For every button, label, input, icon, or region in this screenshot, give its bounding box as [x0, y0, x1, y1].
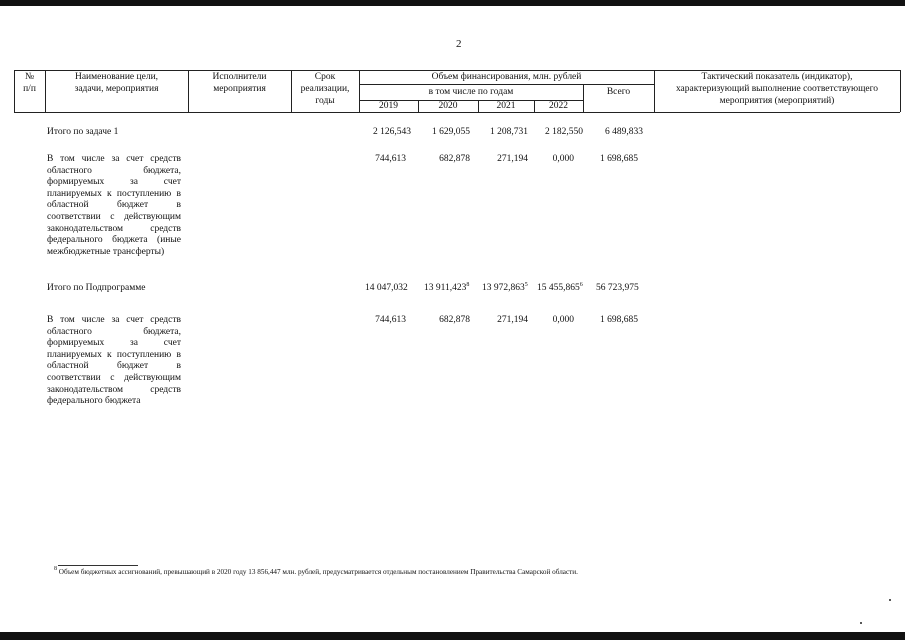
header-num-2: п/п: [23, 84, 36, 94]
header-indicator-1: Тактический показатель (индикатор),: [701, 72, 853, 82]
page-number: 2: [456, 38, 462, 50]
scan-bottom-border: [0, 632, 905, 640]
footnote-mark: 8: [54, 566, 57, 572]
row-value-2019: 744,613: [375, 315, 406, 325]
header-term-1: Срок: [314, 72, 336, 82]
row-label: Итого по задаче 1: [47, 127, 119, 137]
footnote: [54, 568, 578, 576]
scan-top-border: [0, 0, 905, 6]
header-year-2019: 2019: [379, 101, 398, 111]
row-value-total: 1 698,685: [600, 315, 638, 325]
header-year-2021: 2021: [496, 101, 516, 111]
row-value-2022: 0,000: [552, 154, 574, 164]
row-label: В том числе за счет средств областного бюджета, формируемых за счет планируемых к поступлению в областной бюджет в соответствии с действующим законодательством средств федерального бюджета: [47, 315, 181, 407]
header-by-years: в том числе по годам: [428, 87, 514, 97]
row-value-2021: 13 972,863$^5$: [482, 282, 528, 293]
row-value-2019: 744,613: [375, 154, 406, 164]
header-num: №: [24, 72, 35, 82]
footnote-ref: 5: [524, 282, 528, 288]
header-executors-1: Исполнители: [212, 72, 267, 82]
row-value-2020: 682,878: [439, 315, 470, 325]
header-year-2022: 2022: [549, 101, 568, 111]
header-term-3: годы: [315, 96, 335, 106]
header-financing: Объем финансирования, млн. рублей: [431, 72, 582, 82]
row-value-2021: 1 208,731: [490, 127, 528, 137]
row-value-2022: 15 455,865$^6$: [537, 282, 583, 293]
row-label: Итого по Подпрограмме: [47, 283, 146, 293]
row-value-2022: 0,000: [552, 315, 574, 325]
row-label: В том числе за счет средств областного бюджета, формируемых за счет планируемых к поступлению в областной бюджет в соответствии с действующим законодательством средств федерального бюджета (иные межбюджетные трансферты): [47, 154, 181, 257]
footnote-divider: [58, 565, 138, 566]
header-year-2020: 2020: [438, 101, 458, 111]
scan-speck: [889, 599, 891, 601]
row-value-total: 56 723,975: [596, 283, 639, 293]
footnote-ref: 6: [579, 282, 583, 288]
row-value-2021: 271,194: [497, 315, 528, 325]
header-indicator-2: характеризующий выполнение соответствующего: [675, 84, 879, 94]
row-value-2020: 682,878: [439, 154, 470, 164]
row-value-total: 1 698,685: [600, 154, 638, 164]
header-term-2: реализации,: [300, 84, 350, 94]
row-value-2019: 14 047,032: [365, 283, 408, 293]
row-value-2022: 2 182,550: [545, 127, 583, 137]
header-name-2: задачи, мероприятия: [74, 84, 159, 94]
row-value-2020: 13 911,423$^8$: [424, 282, 470, 293]
header-name-1: Наименование цели,: [74, 72, 159, 82]
row-value-total: 6 489,833: [605, 127, 643, 137]
row-value-2021: 271,194: [497, 154, 528, 164]
header-indicator-3: мероприятия (мероприятий): [719, 96, 835, 106]
scan-speck: [860, 622, 862, 624]
footnote-ref: 8: [466, 282, 470, 288]
footnote-text: Объем бюджетных ассигнований, превышающий в 2020 году 13 856,447 млн. рублей, предусматривается отдельным постановлением Правительства Самарской области.: [58, 568, 578, 576]
header-executors-2: мероприятия: [213, 84, 266, 94]
row-value-2019: 2 126,543: [373, 127, 411, 137]
row-value-2020: 1 629,055: [432, 127, 470, 137]
header-total: Всего: [606, 87, 631, 97]
